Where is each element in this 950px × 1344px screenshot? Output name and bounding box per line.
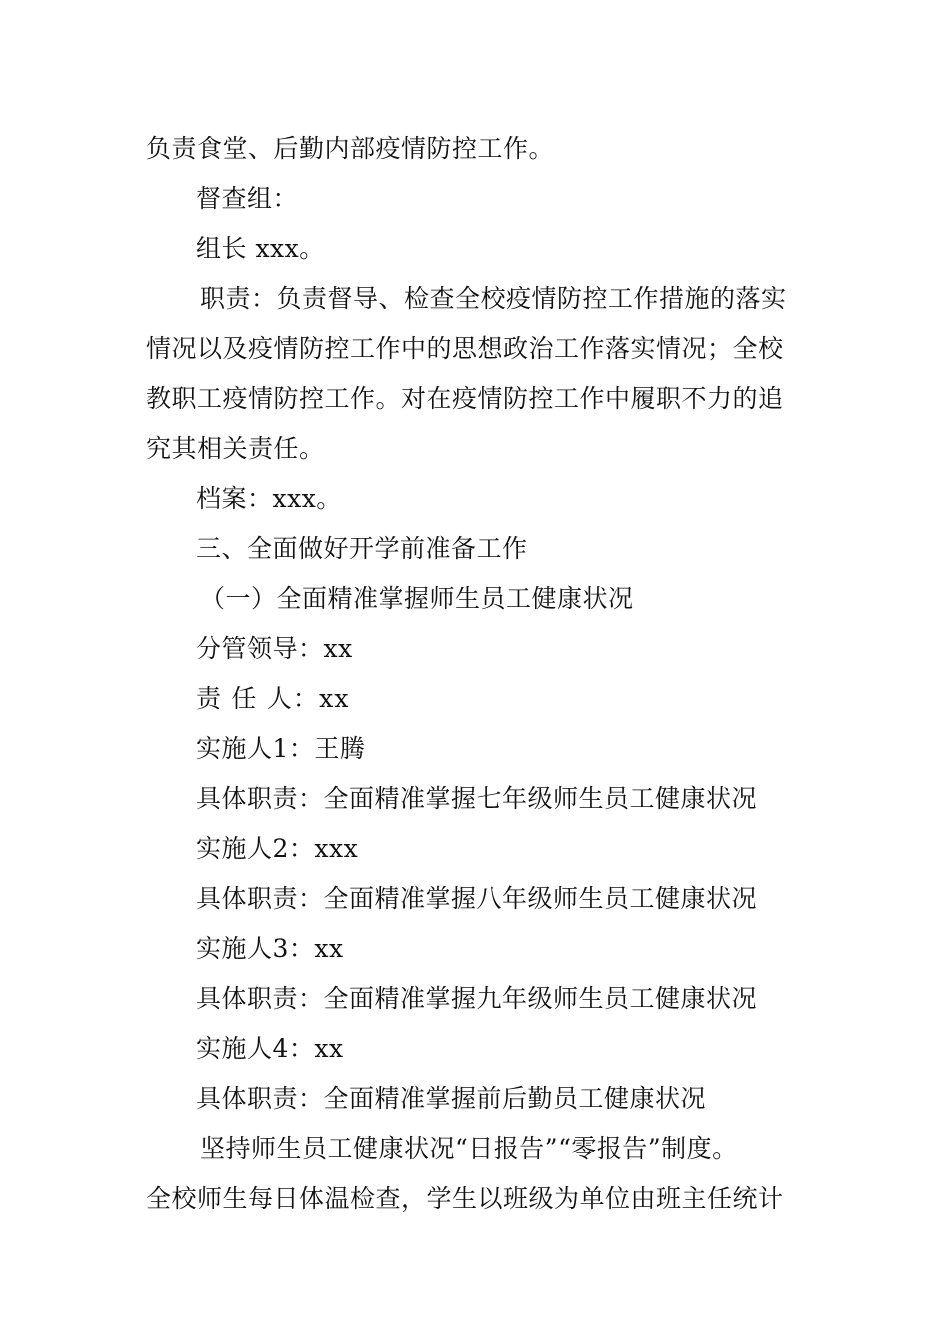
paragraph-line: 实施人1：王腾 — [196, 734, 366, 763]
section-heading: 三、全面做好开学前准备工作 — [196, 534, 528, 563]
paragraph-line: 职责：负责督导、检查全校疫情防控工作措施的落实 — [200, 284, 787, 313]
paragraph-line: 分管领导：xx — [196, 634, 353, 663]
paragraph-line: 实施人4：xx — [196, 1034, 344, 1063]
paragraph-line: 教职工疫情防控工作。对在疫情防控工作中履职不力的追 — [146, 384, 784, 413]
paragraph-line: 具体职责：全面精准掌握八年级师生员工健康状况 — [196, 884, 758, 913]
paragraph-line: 具体职责：全面精准掌握九年级师生员工健康状况 — [196, 984, 758, 1013]
paragraph-line: 情况以及疫情防控工作中的思想政治工作落实情况；全校 — [146, 334, 784, 363]
paragraph-line: 责 任 人：xx — [196, 684, 350, 713]
document-page — [146, 124, 810, 1224]
paragraph-line: 究其相关责任。 — [146, 434, 325, 463]
paragraph-line: 具体职责：全面精准掌握七年级师生员工健康状况 — [196, 784, 758, 813]
subsection-heading: （一）全面精准掌握师生员工健康状况 — [200, 584, 634, 613]
paragraph-line: 负责食堂、后勤内部疫情防控工作。 — [146, 134, 555, 163]
paragraph-line: 实施人2：xxx — [196, 834, 359, 863]
section-label-supervision: 督查组： — [196, 184, 299, 213]
paragraph-line: 坚持师生员工健康状况“日报告”“零报告”制度。 — [200, 1134, 738, 1163]
paragraph-line: 实施人3：xx — [196, 934, 344, 963]
paragraph-line: 具体职责：全面精准掌握前后勤员工健康状况 — [196, 1084, 707, 1113]
paragraph-line: 档案：xxx。 — [196, 484, 342, 513]
paragraph-line: 组长 xxx。 — [196, 234, 325, 263]
paragraph-line: 全校师生每日体温检查，学生以班级为单位由班主任统计 — [146, 1184, 784, 1213]
